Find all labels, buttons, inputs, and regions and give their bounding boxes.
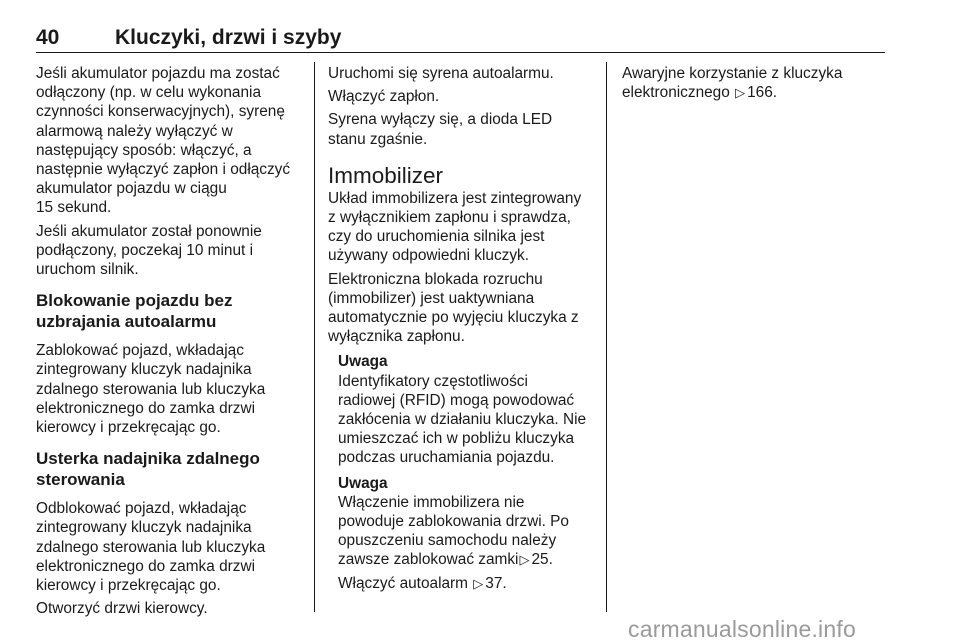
- paragraph-open-driver-door: Otworzyć drzwi kierowcy.: [36, 600, 208, 618]
- paragraph-immobilizer-integration: Układ immobilizera jest zintegrowany z wyłącznikiem zapłonu i sprawdza, czy do uruchomienia silnika jest używany odpowiedni kluczyk.: [328, 189, 582, 265]
- watermark: carmanualsonline.info: [628, 616, 856, 642]
- page-number: 40: [36, 26, 60, 49]
- chapter-title: Kluczyki, drzwi i szyby: [115, 26, 342, 49]
- page-reference[interactable]: 166.: [747, 84, 778, 102]
- cross-reference-icon: ▷: [519, 552, 530, 568]
- note-doors: [338, 474, 596, 570]
- page-header: [36, 26, 885, 53]
- paragraph-siren-off: Syrena wyłączy się, a dioda LED stanu zgaśnie.: [328, 111, 553, 148]
- note-rfid-text: Identyfikatory częstotliwości radiowej (RFID) mogą powodować zakłócenia w działaniu kluczyka. Nie umieszczać ich w pobliżu kluczyka podczas uruchamiania pojazdu.: [338, 372, 587, 467]
- note-title: Uwaga: [338, 353, 388, 371]
- heading-lock-without-alarm: Blokowanie pojazdu bez uzbrajania autoalarmu: [36, 291, 233, 332]
- column-middle: [328, 64, 596, 597]
- paragraph-arm-alarm: Włączyć autoalarm ▷ 37.: [338, 574, 507, 592]
- column-left: [36, 64, 306, 622]
- paragraph-immobilizer-activation: Elektroniczna blokada rozruchu (immobilizer) jest uaktywniana automatycznie po wyjęciu kluczyka z wyłącznika zapłonu.: [328, 270, 579, 346]
- cross-reference-icon: ▷: [735, 85, 746, 101]
- page-reference[interactable]: 37.: [485, 574, 507, 592]
- paragraph-battery-reconnect: Jeśli akumulator został ponownie podłączony, poczekaj 10 minut i uruchom silnik.: [36, 222, 262, 279]
- column-divider: [314, 62, 315, 612]
- paragraph-remote-fault-unlock: Odblokować pojazd, wkładając zintegrowany kluczyk nadajnika zdalnego sterowania lub kluczyka elektronicznego do zamka drzwi kierowcy i przekręcając go.: [36, 500, 266, 595]
- note-title: Uwaga: [338, 474, 388, 492]
- column-right: [622, 64, 884, 106]
- paragraph-battery-disconnect: Jeśli akumulator pojazdu ma zostać odłączony (np. w celu wykonania czynności konserwacyjnych), syrenę alarmową należy wyłączyć w następujący sposób: włączyć, a następnie wyłączyć zapłon i odłączyć akumulator pojazdu w ciągu 15 sekund.: [36, 65, 291, 217]
- cross-reference-icon: ▷: [473, 575, 484, 591]
- paragraph-ignition-on: Włączyć zapłon.: [328, 88, 440, 106]
- note-rfid: [338, 352, 596, 467]
- heading-remote-fault: Usterka nadajnika zdalnego sterowania: [36, 449, 260, 490]
- note-doors-text: Włączenie immobilizera nie powoduje zablokowania drzwi. Po opuszczeniu samochodu należy zawsze zablokować zamki▷ 25.: [338, 493, 569, 569]
- paragraph-siren-starts: Uruchomi się syrena autoalarmu.: [328, 65, 554, 82]
- paragraph-lock-without-alarm: Zablokować pojazd, wkładając zintegrowany kluczyk nadajnika zdalnego sterowania lub kluczyka elektronicznego do zamka drzwi kierowcy i przekręcając go.: [36, 342, 266, 437]
- column-divider: [606, 62, 607, 612]
- heading-immobilizer: Immobilizer: [328, 162, 444, 188]
- paragraph-emergency-key: Awaryjne korzystanie z kluczyka elektronicznego ▷ 166.: [622, 65, 843, 102]
- page-reference[interactable]: 25.: [531, 551, 553, 569]
